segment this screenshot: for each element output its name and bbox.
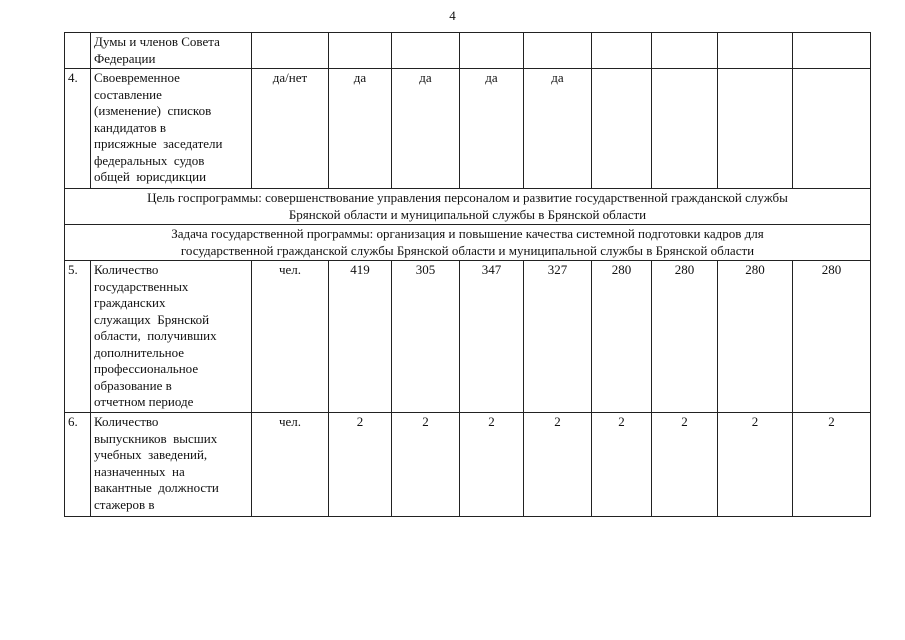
indicator-row — [65, 69, 871, 189]
goal-cell — [65, 225, 871, 261]
goal-row — [65, 225, 871, 261]
value-cell: да — [460, 69, 524, 189]
value-cell: 280 — [718, 261, 793, 413]
value-cell — [793, 33, 871, 69]
goal-text-line: государственной гражданской службы Брянской области и муниципальной службы в Брянской области — [180, 242, 755, 258]
indicator-name-line: выпускников высших — [94, 430, 218, 446]
value-cell — [460, 33, 524, 69]
indicator-name-line: Количество — [94, 414, 159, 429]
indicator-row — [65, 33, 871, 69]
unit-cell — [252, 33, 329, 69]
indicator-name-line: назначенных на — [94, 463, 185, 479]
indicator-name-line: учебных заведений, — [94, 447, 208, 462]
indicator-row — [65, 261, 871, 413]
indicator-name-line: области, получивших — [94, 328, 217, 343]
value-cell — [592, 69, 652, 189]
indicator-name-line: служащих Брянской — [94, 311, 210, 327]
indicator-name-line: стажеров в — [94, 496, 155, 512]
value-cell: да — [392, 69, 460, 189]
goal-row — [65, 189, 871, 225]
value-cell: 305 — [392, 261, 460, 413]
indicator-name-line: Количество — [94, 262, 159, 277]
value-cell: 280 — [793, 261, 871, 413]
value-cell: 2 — [718, 413, 793, 517]
value-cell: да — [524, 69, 592, 189]
goal-text-line: Задача государственной программы: организация и повышение качества системной подготовки кадров для — [171, 226, 764, 241]
indicators-table — [64, 32, 871, 517]
indicator-name-line: кандидатов в — [94, 119, 167, 135]
indicator-row — [65, 413, 871, 517]
value-cell — [793, 69, 871, 189]
indicator-name — [91, 261, 252, 413]
value-cell: 419 — [329, 261, 392, 413]
value-cell — [652, 33, 718, 69]
value-cell: 2 — [652, 413, 718, 517]
indicator-name-line: Федерации — [94, 50, 156, 66]
indicator-name-line: общей юрисдикции — [94, 169, 207, 184]
unit-cell: чел. — [252, 413, 329, 517]
indicator-name — [91, 69, 252, 189]
value-cell: да — [329, 69, 392, 189]
value-cell: 347 — [460, 261, 524, 413]
value-cell — [718, 69, 793, 189]
indicator-name — [91, 413, 252, 517]
indicator-name-line: гражданских — [94, 295, 166, 310]
indicator-name-line: федеральных судов — [94, 152, 205, 168]
value-cell — [718, 33, 793, 69]
indicator-name-line: вакантные должности — [94, 480, 219, 495]
value-cell: 2 — [329, 413, 392, 517]
indicator-name-line: профессиональное — [94, 361, 199, 376]
row-number — [65, 33, 91, 69]
indicator-name-line: Своевременное — [94, 70, 180, 85]
indicator-name — [91, 33, 252, 69]
page-number: 4 — [449, 8, 456, 23]
indicator-name-line: составление — [94, 86, 162, 102]
row-number: 6. — [65, 413, 91, 517]
value-cell: 2 — [460, 413, 524, 517]
indicator-name-line: образование в — [94, 377, 172, 393]
value-cell: 2 — [793, 413, 871, 517]
indicator-name-line: дополнительное — [94, 344, 185, 360]
unit-cell: чел. — [252, 261, 329, 413]
indicator-name-line: присяжные заседатели — [94, 136, 223, 151]
indicator-name-line: отчетном периоде — [94, 394, 194, 409]
value-cell: 280 — [592, 261, 652, 413]
indicator-name-line: государственных — [94, 278, 189, 294]
row-number: 4. — [65, 69, 91, 189]
value-cell: 2 — [524, 413, 592, 517]
goal-cell — [65, 189, 871, 225]
goal-text-line: Цель госпрограммы: совершенствование управления персоналом и развитие государственной гражданской службы — [147, 190, 788, 205]
row-number: 5. — [65, 261, 91, 413]
value-cell: 2 — [592, 413, 652, 517]
value-cell — [524, 33, 592, 69]
value-cell — [652, 69, 718, 189]
value-cell — [329, 33, 392, 69]
value-cell: 327 — [524, 261, 592, 413]
indicator-name-line: Думы и членов Совета — [94, 34, 220, 49]
indicator-name-line: (изменение) списков — [94, 103, 212, 118]
value-cell — [392, 33, 460, 69]
goal-text-line: Брянской области и муниципальной службы в Брянской области — [288, 206, 647, 222]
value-cell — [592, 33, 652, 69]
value-cell: 280 — [652, 261, 718, 413]
value-cell: 2 — [392, 413, 460, 517]
unit-cell: да/нет — [252, 69, 329, 189]
